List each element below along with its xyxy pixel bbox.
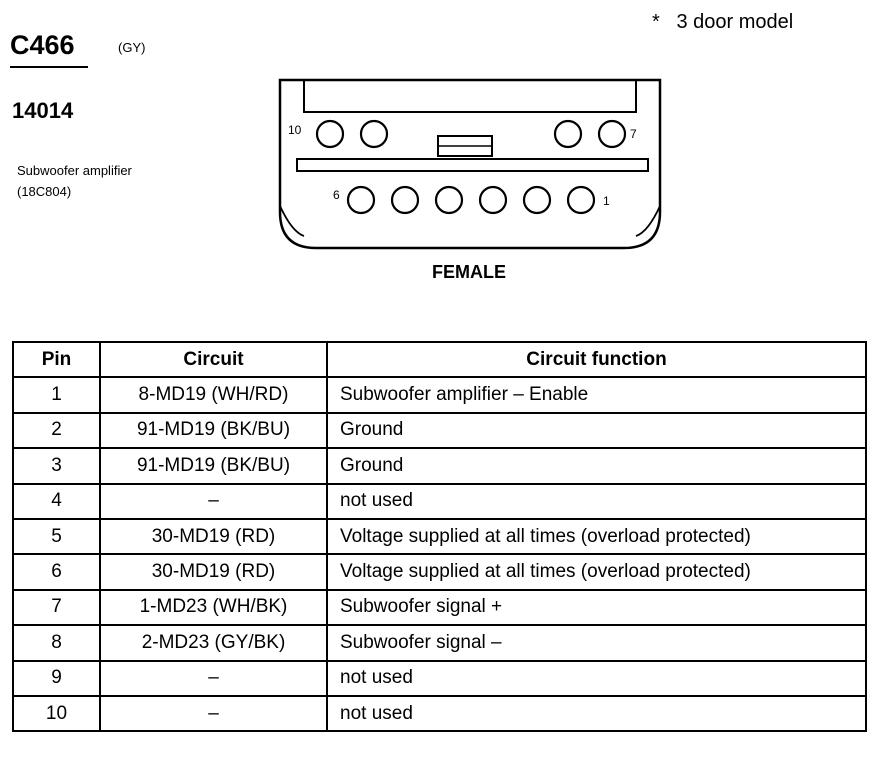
model-note: * 3 door model: [652, 11, 794, 33]
connector-latch-bar: [297, 159, 648, 171]
connector-id: C466: [10, 30, 75, 60]
table-row: [13, 696, 866, 731]
pin-number: 9: [13, 661, 100, 696]
pin-number: 5: [13, 519, 100, 554]
pin-number: 4: [13, 484, 100, 519]
connector-face-diagram: [0, 0, 878, 300]
pin-label-10: 10: [288, 123, 302, 137]
circuit-function: Subwoofer signal +: [327, 590, 866, 625]
circuit-function: Ground: [327, 448, 866, 483]
circuit-function: Subwoofer amplifier – Enable: [327, 377, 866, 412]
connector-housing: [280, 80, 660, 248]
pin-3: [480, 187, 506, 213]
pin-table-header: [13, 342, 866, 377]
pin-6: [348, 187, 374, 213]
circuit-code: 91-MD19 (BK/BU): [100, 448, 327, 483]
pin-7: [599, 121, 625, 147]
circuit-function: Voltage supplied at all times (overload protected): [327, 519, 866, 554]
circuit-code: 30-MD19 (RD): [100, 554, 327, 589]
header-pin: Pin: [13, 342, 100, 377]
circuit-code: 2-MD23 (GY/BK): [100, 625, 327, 660]
pin-label-6: 6: [333, 188, 340, 202]
part-number: 14014: [12, 98, 74, 123]
circuit-code: 91-MD19 (BK/BU): [100, 413, 327, 448]
pin-5: [392, 187, 418, 213]
pin-number: 8: [13, 625, 100, 660]
circuit-code: –: [100, 484, 327, 519]
connector-key-slot: [304, 80, 636, 112]
circuit-code: –: [100, 696, 327, 731]
component-code: (18C804): [17, 184, 72, 199]
circuit-function: Ground: [327, 413, 866, 448]
circuit-function: not used: [327, 661, 866, 696]
table-row: [13, 554, 866, 589]
pin-10: [317, 121, 343, 147]
table-row: [13, 661, 866, 696]
circuit-function: Subwoofer signal –: [327, 625, 866, 660]
table-row: [13, 448, 866, 483]
pin-label-7: 7: [630, 127, 637, 141]
circuit-code: 8-MD19 (WH/RD): [100, 377, 327, 412]
table-row: [13, 413, 866, 448]
pin-number: 1: [13, 377, 100, 412]
pin-2: [524, 187, 550, 213]
pin-number: 6: [13, 554, 100, 589]
pin-number: 7: [13, 590, 100, 625]
table-row: [13, 590, 866, 625]
circuit-function: not used: [327, 484, 866, 519]
pin-9: [361, 121, 387, 147]
table-row: [13, 377, 866, 412]
connector-gender-label: FEMALE: [432, 262, 506, 282]
pin-number: 10: [13, 696, 100, 731]
circuit-code: 30-MD19 (RD): [100, 519, 327, 554]
pin-number: 3: [13, 448, 100, 483]
header-circuit-function: Circuit function: [327, 342, 866, 377]
circuit-function: Voltage supplied at all times (overload protected): [327, 554, 866, 589]
table-row: [13, 484, 866, 519]
table-row: [13, 625, 866, 660]
header-circuit: Circuit: [100, 342, 327, 377]
pin-label-1: 1: [603, 194, 610, 208]
circuit-function: not used: [327, 696, 866, 731]
pin-number: 2: [13, 413, 100, 448]
pin-table: [12, 341, 867, 732]
table-row: [13, 519, 866, 554]
circuit-code: –: [100, 661, 327, 696]
pin-4: [436, 187, 462, 213]
component-name: Subwoofer amplifier: [17, 163, 132, 178]
circuit-code: 1-MD23 (WH/BK): [100, 590, 327, 625]
pin-1: [568, 187, 594, 213]
pin-8: [555, 121, 581, 147]
connector-color-code: (GY): [118, 40, 146, 55]
